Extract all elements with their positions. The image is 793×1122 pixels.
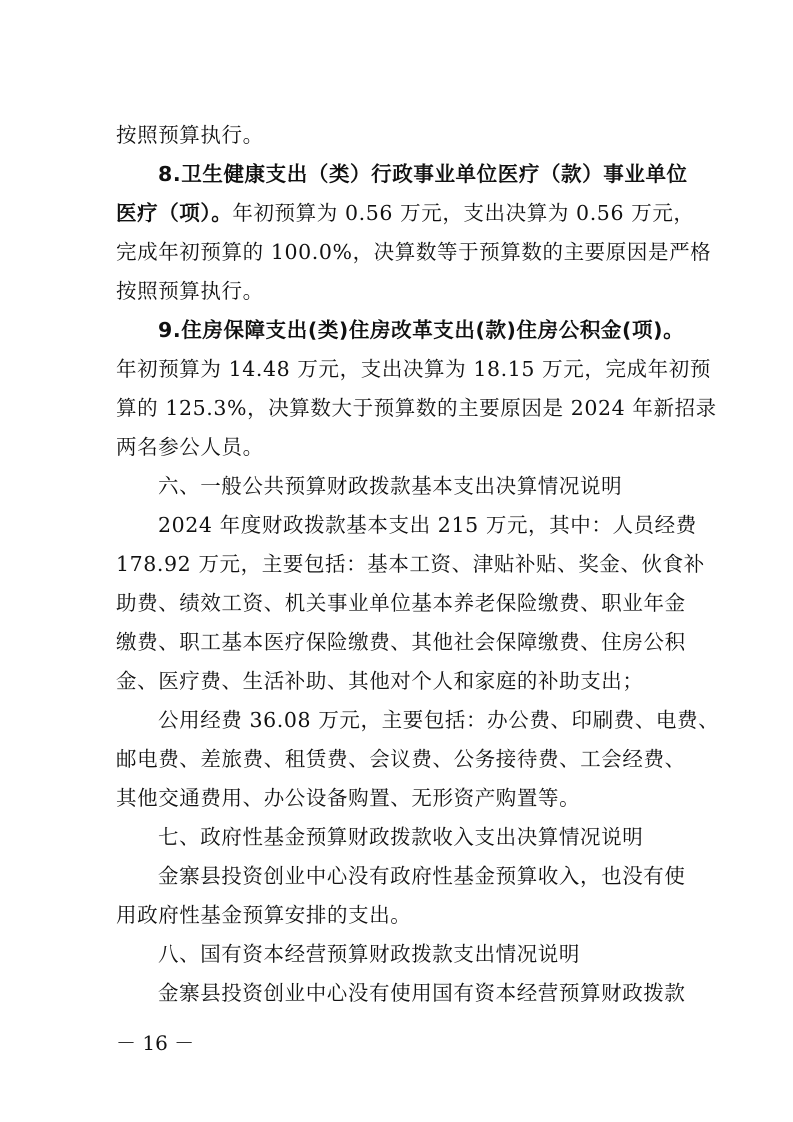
section-6-para2-line-1: 公用经费 36.08 万元，主要包括：办公费、印刷费、电费、 xyxy=(158,708,720,732)
section-7-line-2: 用政府性基金预算安排的支出。 xyxy=(116,903,412,927)
item-8-line-3: 完成年初预算的 100.0%，决算数等于预算数的主要原因是严格 xyxy=(116,240,712,264)
item-9-line-3: 算的 125.3%，决算数大于预算数的主要原因是 2024 年新招录 xyxy=(116,396,717,420)
section-7-line-1: 金寨县投资创业中心没有政府性基金预算收入，也没有使 xyxy=(158,864,686,888)
item-8-budget-text: 年初预算为 0.56 万元，支出决算为 0.56 万元， xyxy=(232,201,695,225)
item-8-title-line-2: 医疗（项）。 xyxy=(116,201,233,225)
section-6-para1-line-1: 2024 年度财政拨款基本支出 215 万元，其中：人员经费 xyxy=(158,513,697,537)
section-7-heading: 七、政府性基金预算财政拨款收入支出决算情况说明 xyxy=(158,825,644,849)
section-6-para2-line-2: 邮电费、差旅费、租赁费、会议费、公务接待费、工会经费、 xyxy=(116,747,686,771)
page-number: － 16 － xyxy=(116,1031,195,1055)
item-9-title: 9.住房保障支出(类)住房改革支出(款)住房公积金(项)。 xyxy=(158,318,685,342)
section-6-para2-line-3: 其他交通费用、办公设备购置、无形资产购置等。 xyxy=(116,786,581,810)
item-8-title-line-1: 8.卫生健康支出（类）行政事业单位医疗（款）事业单位 xyxy=(158,162,688,186)
section-6-para1-line-2: 178.92 万元，主要包括：基本工资、津贴补贴、奖金、伙食补 xyxy=(116,552,705,576)
item-9-line-2: 年初预算为 14.48 万元，支出决算为 18.15 万元，完成年初预 xyxy=(116,357,711,381)
section-6-para1-line-4: 缴费、职工基本医疗保险缴费、其他社会保障缴费、住房公积 xyxy=(116,630,686,654)
section-8-line-1: 金寨县投资创业中心没有使用国有资本经营预算财政拨款 xyxy=(158,981,686,1005)
section-6-para1-line-5: 金、医疗费、生活补助、其他对个人和家庭的补助支出； xyxy=(116,669,644,693)
item-8-line-2 xyxy=(116,200,695,226)
item-9-line-4: 两名参公人员。 xyxy=(116,435,264,459)
section-8-heading: 八、国有资本经营预算财政拨款支出情况说明 xyxy=(158,942,580,966)
section-6-para1-line-3: 助费、绩效工资、机关事业单位基本养老保险缴费、职业年金 xyxy=(116,591,686,615)
paragraph-line: 按照预算执行。 xyxy=(116,123,264,147)
section-6-heading: 六、一般公共预算财政拨款基本支出决算情况说明 xyxy=(158,474,623,498)
item-8-line-4: 按照预算执行。 xyxy=(116,279,264,303)
